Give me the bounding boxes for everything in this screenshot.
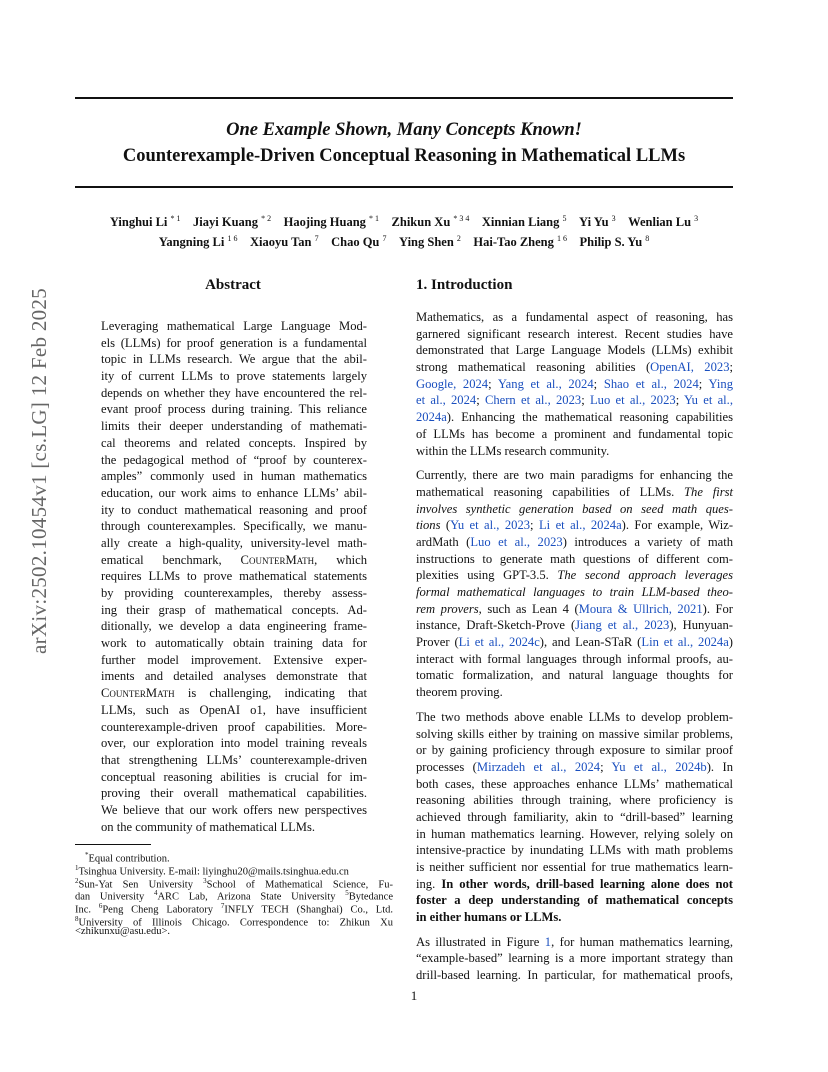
author-affiliation-marker: 5: [562, 214, 567, 223]
intro-line: processes (Mirzadeh et al., 2024; Yu et al., 2024b). In: [416, 759, 733, 774]
intro-line: formal mathematical languages to train LLM-based theo-: [416, 585, 733, 599]
abstract-line: evant proof process during training. This reliance: [101, 402, 367, 417]
intro-line: of LLMs has become a prominent and fundamental topic: [416, 426, 733, 441]
intro-line: instructions to generate math questions of different com-: [416, 551, 733, 566]
abstract-line: LLMs, such as OpenAI o1, have insufficient: [101, 702, 367, 717]
abstract-line: the pedagogical method of “proof by counterex-: [101, 452, 367, 467]
author-affiliation-marker: * 2: [261, 214, 272, 223]
abstract-line: topic in LLMs research. We argue that the abil-: [101, 352, 367, 367]
intro-line: Prover (Li et al., 2024c), and Lean-STaR (Lin et al., 2024a): [416, 635, 733, 650]
author: Jiayi Kuang: [193, 215, 258, 230]
intro-line: 2024a). Enhancing the mathematical reasoning capabilities: [416, 410, 733, 425]
intro-line: “example-based” learning is a more important strategy than: [416, 951, 733, 966]
arxiv-identifier[interactable]: arXiv:2502.10454v1 [cs.LG] 12 Feb 2025: [27, 287, 51, 654]
footnote-line: $^2$Sun-Yat Sen University $^3$School of Mathematical Science, Fu-: [75, 876, 393, 891]
intro-line: is neither sufficient nor essential for true mathematics learn-: [416, 860, 733, 874]
introduction-paragraph: [416, 934, 733, 984]
intro-line: reasoning abilities through training, where proficiency is: [416, 793, 733, 808]
abstract-line: that strengthening LLMs’ counterexample-driven: [101, 752, 367, 767]
intro-line: within the LLMs research community.: [416, 443, 610, 458]
intro-line: interact with formal languages through informal proofs, au-: [416, 651, 733, 666]
abstract-line: ally create a high-quality, university-level math-: [101, 535, 367, 550]
intro-line: tomatic formalization, and natural language thoughts for: [416, 668, 733, 683]
intro-line: in either humans or LLMs.: [416, 910, 562, 925]
abstract-heading: Abstract: [205, 277, 261, 293]
author: Zhikun Xu: [391, 215, 451, 230]
abstract-line: work to automatically obtain training data for: [101, 636, 367, 651]
intro-line: plexities using GPT-3.5. The second approach leverages: [416, 568, 733, 583]
introduction-paragraph: [416, 709, 733, 926]
author-affiliation-marker: 3: [611, 214, 616, 223]
introduction-paragraph: [416, 467, 733, 701]
footnote-line: <zhikunxu@asu.edu>.: [75, 925, 170, 937]
introduction-paragraph: [416, 309, 733, 459]
top-rule: [75, 97, 733, 99]
intro-line: intensive-practice by inundating LLMs with math problems: [416, 843, 733, 858]
intro-line: ardMath (Luo et al., 2023) introduces a variety of math: [416, 534, 733, 549]
author-affiliation-marker: 1 6: [227, 234, 238, 243]
intro-line: garnered significant research interest. Recent studies have: [416, 326, 733, 341]
abstract-body: [101, 318, 367, 835]
author-affiliation-marker: * 1: [170, 214, 181, 223]
abstract-line: counterexample-driven proof capabilities. More-: [101, 719, 367, 734]
author: Ying Shen: [399, 235, 454, 250]
intro-line: achieved through familiarity, akin to “drill-based” learning: [416, 809, 733, 824]
footnote-line: $^8$University of Illinois Chicago. Correspondence to: Zhikun Xu: [75, 914, 393, 929]
intro-line: instance, Draft-Sketch-Prove (Jiang et al., 2023), Hunyuan-: [416, 618, 733, 633]
author: Yinghui Li: [109, 215, 168, 230]
abstract-line: amples” commonly used in human mathematics: [101, 469, 367, 484]
author: Yangning Li: [158, 235, 225, 250]
intro-line: et al., 2024; Chern et al., 2023; Luo et al., 2023; Yu et al.,: [416, 393, 733, 408]
intro-line: in human mathematics learning. However, relying solely on: [416, 826, 733, 841]
intro-line: foster a deep understanding of mathematical concepts: [416, 893, 733, 908]
intro-line: involves synthetic generation based on seed math ques-: [416, 501, 733, 516]
abstract-line: iments and detailed analyses demonstrate that: [101, 669, 367, 684]
author-affiliation-marker: * 3 4: [453, 214, 470, 223]
author: Hai-Tao Zheng: [473, 235, 554, 250]
footnote-line: *Equal contribution.: [85, 851, 170, 865]
abstract-line: over, our exploration into model training reveals: [101, 736, 367, 751]
intro-line: Currently, there are two main paradigms for enhancing the: [416, 468, 733, 483]
footnotes: [75, 849, 393, 939]
intro-line: mathematical reasoning capabilities of LLMs. The first: [416, 484, 733, 499]
intro-line: both cases, these approaches enhance LLMs’ mathematical: [416, 776, 733, 791]
author-list-row-2: [75, 234, 733, 250]
intro-line: solving skills either by training on massive similar problems,: [416, 726, 733, 741]
author-affiliation-marker: 7: [382, 234, 387, 243]
abstract-line: ity of current LLMs to prove statements largely: [101, 369, 367, 384]
abstract-line: depends on whether they have encountered the rel-: [101, 385, 367, 400]
abstract-line: through counterexamples. Specifically, we manu-: [101, 519, 367, 534]
author-affiliation-marker: 2: [456, 234, 461, 243]
author-affiliation-marker: 1 6: [557, 234, 568, 243]
intro-line: demonstrated that Large Language Models (LLMs) exhibit: [416, 343, 733, 358]
intro-line: strong mathematical reasoning abilities (OpenAI, 2023;: [416, 360, 733, 375]
author: Philip S. Yu: [579, 235, 643, 250]
abstract-line: cal theorems and related concepts. Inspired by: [101, 435, 367, 450]
footnote-line: Inc. $^6$Peng Cheng Laboratory $^7$INFLY TECH (Shanghai) Co., Ltd.: [75, 902, 393, 916]
intro-line: ing. In other words, drill-based learning alone does not: [416, 876, 733, 891]
title-bottom-rule: [75, 186, 733, 188]
abstract-line: ity to conduct mathematical reasoning and proof: [101, 502, 367, 517]
intro-line: theorem proving.: [416, 685, 503, 700]
author: Xinnian Liang: [481, 215, 560, 230]
intro-line: rem provers, such as Lean 4 (Moura & Ullrich, 2021). For: [416, 601, 733, 616]
abstract-line: on the community of mathematical LLMs.: [101, 819, 316, 834]
intro-line: The two methods above enable LLMs to develop problem-: [416, 709, 733, 724]
abstract-line: conceptual reasoning abilities is crucial for im-: [101, 769, 367, 784]
author: Xiaoyu Tan: [249, 235, 312, 250]
abstract-line: Leveraging mathematical Large Language Mod-: [101, 319, 367, 333]
abstract-line: by providing counterexamples, thereby assess-: [101, 586, 367, 600]
author: Chao Qu: [331, 235, 380, 250]
author: Yi Yu: [579, 215, 609, 230]
intro-line: drill-based learning. In particular, for mathematical proofs,: [416, 968, 733, 983]
abstract-line: further model improvement. Extensive exper-: [101, 652, 367, 667]
paper-title-line-1: One Example Shown, Many Concepts Known!: [226, 120, 582, 140]
author-affiliation-marker: 7: [314, 234, 319, 243]
footnote-line: dan University $^4$ARC Lab, Arizona State University $^5$Bytedance: [75, 889, 393, 903]
author-list-row-1: [75, 214, 733, 230]
abstract-line: CounterMath is challenging, indicating that: [101, 686, 367, 701]
author-affiliation-marker: 3: [694, 214, 699, 223]
author-affiliation-marker: * 1: [369, 214, 380, 223]
author: Haojing Huang: [283, 215, 366, 230]
abstract-line: proving their overall mathematical capabilities.: [101, 786, 367, 801]
paper-title-line-2: Counterexample-Driven Conceptual Reasoning in Mathematical LLMs: [122, 146, 686, 166]
abstract-line: els (LLMs) for proof generation is a fundamental: [101, 335, 367, 350]
intro-line: tions (Yu et al., 2023; Li et al., 2024a). For example, Wiz-: [416, 518, 734, 533]
abstract-line: limits their deeper understanding of mathemati-: [101, 419, 367, 434]
abstract-line: We believe that our work offers new perspectives: [101, 802, 367, 817]
footnote-line: $^1$Tsinghua University. E-mail: liyinghu20@mails.tsinghua.edu.cn: [75, 863, 349, 878]
page-number: 1: [410, 988, 418, 1003]
footnote-rule: [75, 844, 151, 845]
introduction-heading: 1. Introduction: [416, 277, 513, 293]
abstract-line: education, our work aims to enhance LLMs’ abil-: [101, 485, 367, 500]
abstract-line: requires LLMs to prove mathematical statements: [101, 569, 367, 584]
author: Wenlian Lu: [628, 215, 692, 230]
intro-line: Google, 2024; Yang et al., 2024; Shao et al., 2024; Ying: [416, 376, 734, 391]
intro-line: Mathematics, as a fundamental aspect of reasoning, has: [416, 310, 733, 324]
abstract-line: ditionally, we develop a data engineering frame-: [101, 619, 367, 634]
introduction-body: [416, 309, 733, 992]
author-affiliation-marker: 8: [645, 234, 650, 243]
abstract-line: ing their grasp of mathematical concepts. Ad-: [101, 602, 367, 617]
intro-line: As illustrated in Figure 1, for human mathematics learning,: [416, 934, 733, 949]
intro-line: or by gaining proficiency through exposure to similar proof: [416, 743, 733, 758]
abstract-line: ematical benchmark, CounterMath, which: [101, 552, 368, 567]
